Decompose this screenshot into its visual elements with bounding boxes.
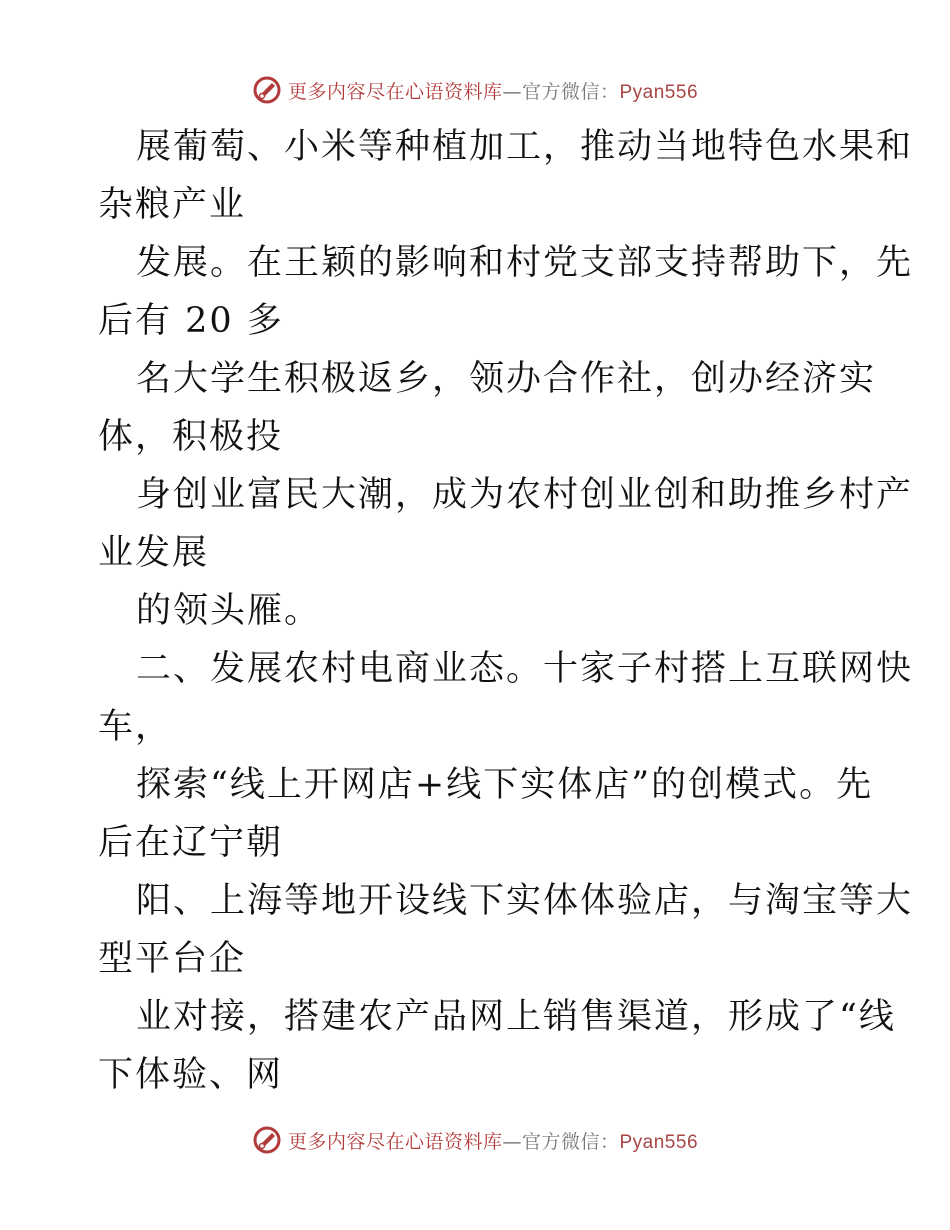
body-line: 后在辽宁朝 bbox=[98, 823, 284, 863]
header-watermark bbox=[0, 70, 950, 110]
body-line: 的领头雁。 bbox=[136, 591, 322, 631]
body-line: 阳、上海等地开设线下实体体验店，与淘宝等大 bbox=[136, 881, 914, 921]
body-line: 体，积极投 bbox=[98, 417, 284, 457]
body-line: 后有 20 多 bbox=[98, 301, 284, 341]
header-handle: Pyan556 bbox=[619, 81, 699, 103]
body-line: 车， bbox=[98, 707, 173, 747]
footer-text bbox=[288, 1127, 698, 1154]
brand-logo-icon bbox=[252, 75, 282, 105]
body-line: 探索“线上开网店+线下实体店”的创模式。先 bbox=[136, 765, 874, 805]
body-line: 身创业富民大潮，成为农村创业创和助推乡村产 bbox=[136, 475, 914, 515]
body-line: 展葡萄、小米等种植加工，推动当地特色水果和 bbox=[136, 127, 914, 167]
header-site-text: 更多内容尽在心语资料库 bbox=[287, 80, 503, 103]
footer-site-text: 更多内容尽在心语资料库 bbox=[287, 1130, 503, 1153]
body-line: 型平台企 bbox=[98, 939, 247, 979]
body-line: 杂粮产业 bbox=[98, 185, 247, 225]
footer-separator: — bbox=[502, 1130, 522, 1153]
header-separator: — bbox=[502, 80, 522, 103]
footer-handle: Pyan556 bbox=[619, 1131, 699, 1153]
footer-label: 官方微信： bbox=[521, 1130, 620, 1153]
body-line: 业对接，搭建农产品网上销售渠道，形成了“线 bbox=[136, 997, 896, 1037]
brand-logo-icon bbox=[252, 1125, 282, 1155]
body-line: 下体验、网 bbox=[98, 1055, 284, 1095]
document-body bbox=[98, 118, 914, 1104]
body-line: 业发展 bbox=[98, 533, 210, 573]
header-label: 官方微信： bbox=[521, 80, 620, 103]
footer-watermark bbox=[0, 1120, 950, 1160]
body-line: 发展。在王颖的影响和村党支部支持帮助下，先 bbox=[136, 243, 914, 283]
body-line: 名大学生积极返乡，领办合作社，创办经济实 bbox=[136, 359, 877, 399]
header-text bbox=[288, 77, 698, 104]
body-line: 二、发展农村电商业态。十家子村搭上互联网快 bbox=[136, 649, 914, 689]
